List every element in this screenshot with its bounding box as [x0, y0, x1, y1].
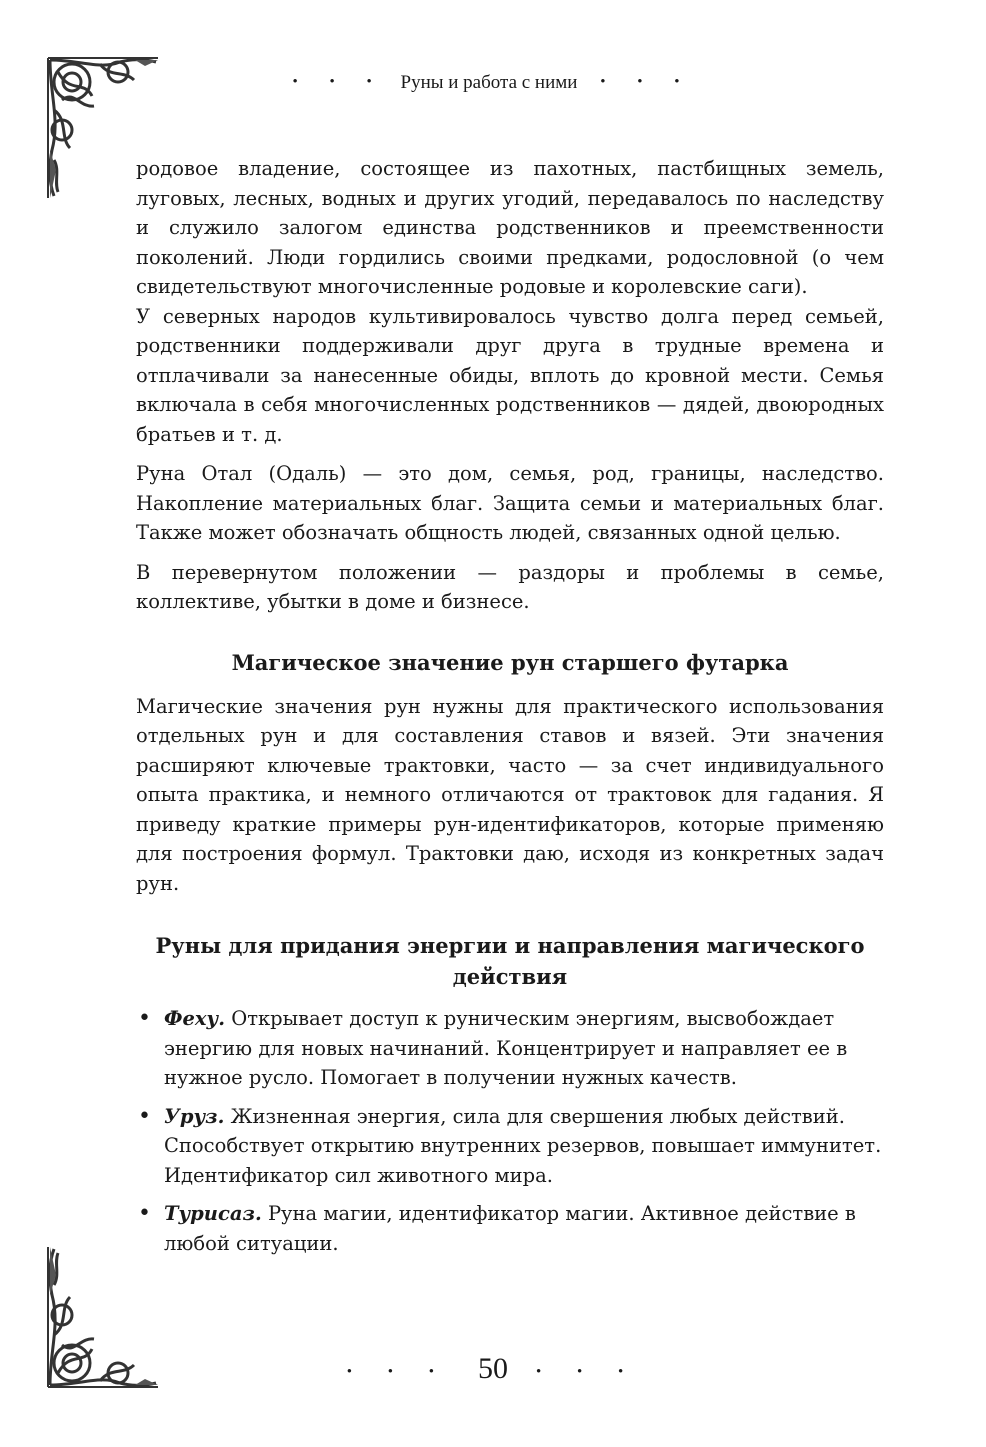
rune-list [136, 1004, 884, 1258]
running-head [0, 72, 986, 94]
bullet-icon: • • • [346, 1364, 450, 1380]
list-item [136, 1004, 884, 1093]
paragraph: В перевернутом положении — раздоры и проблемы в семье, коллективе, убытки в доме и бизнесе. [136, 560, 884, 613]
section-heading: Магическое значение рун старшего футарка [231, 649, 789, 675]
bullet-icon: • • • [600, 74, 694, 90]
list-item [136, 1199, 884, 1258]
paragraph-text: У северных народов культивировалось чувство долга перед семьей, родственники поддерживали друг друга в трудные времена и отплачивали за нанесенные обиды, вплоть до кровной мести. Семья включала в себя многочисленных родственников — дядей, двоюродных братьев и т. д. [136, 304, 884, 446]
paragraph: Магические значения рун нужны для практического использования отдельных рун и для составления ставов и вязей. Эти значения расширяют ключевые трактовки, часто — за счет индивидуального опыта практика, и немного отличаются от трактовок для гадания. Я приведу краткие примеры рун-идентификаторов, которые применяю для построения формул. Трактовки даю, исходя из конкретных задач рун. [136, 694, 884, 895]
paragraph-text: родовое владение, состоящее из пахотных, пастбищных земель, луговых, лесных, водных и других угодий, передавалось по наследству и служило залогом единства родственников и преемственности поколений. Люди гордились своими предками, родословной (о чем свидетельствуют многочисленные родовые и королевские саги). [136, 157, 884, 298]
running-title: Руны и работа с ними [400, 72, 578, 93]
section-heading: Руны для придания энергии и направления магического действия [155, 933, 865, 989]
paragraph [136, 154, 884, 449]
bullet-icon: • • • [536, 1364, 640, 1380]
rune-term: Феху. [164, 1007, 225, 1030]
paragraph: Руна Отал (Одаль) — это дом, семья, род, границы, наследство. Накопление материальных благ. Защита семьи и материальных благ. Также может обозначать общность людей, связанных одной целью. [136, 462, 884, 544]
page-number: 50 [478, 1352, 508, 1385]
rune-description: Жизненная энергия, сила для свершения любых действий. Способствует открытию внутренних резервов, повышает иммунитет. Идентификатор сил животного мира. [164, 1104, 882, 1187]
bullet-icon: • • • [292, 74, 386, 90]
rune-description: Руна магии, идентификатор магии. Активное действие в любой ситуации. [164, 1202, 856, 1255]
rune-term: Уруз. [164, 1104, 225, 1128]
list-item [136, 1102, 884, 1191]
bullet-icon: • [138, 1006, 151, 1031]
page-footer [0, 1352, 986, 1386]
bullet-icon: • [138, 1103, 151, 1129]
bullet-icon: • [138, 1201, 151, 1226]
rune-description: Открывает доступ к руническим энергиям, высвобождает энергию для новых начинаний. Концентрирует и направляет ее в нужное русло. Помогает в получении нужных качеств. [164, 1007, 848, 1089]
rune-term: Турисаз. [164, 1202, 262, 1225]
page-body [136, 154, 884, 1267]
